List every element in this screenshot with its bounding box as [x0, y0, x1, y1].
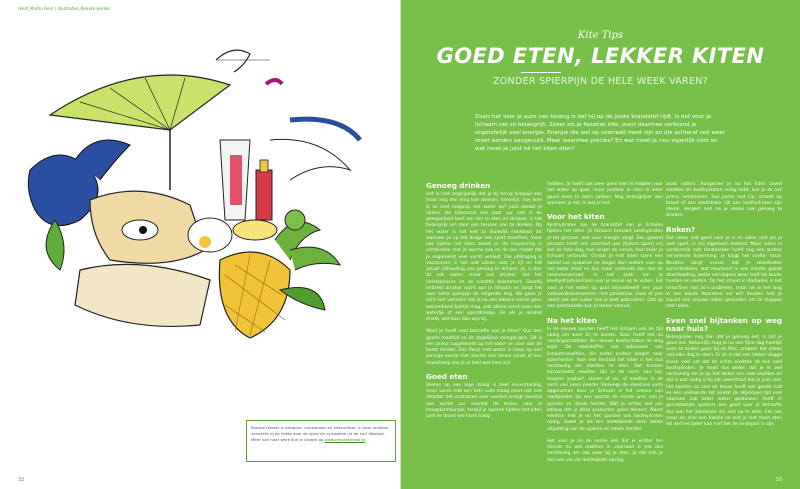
pineapple-drawing	[219, 210, 340, 338]
paragraph: Voeren op een lege maag is heel onverstandig, maar voren met een hele volle maag moet ook niet idealiter het vortrainen voor voedsel vroegt meestal een aantal uur voordat de lessen naar je maagdarmkanaal, terwijl je spieren tijdens het kiten juist de bloed wel hard nodig	[426, 382, 542, 419]
paragraph: Belangrijker nog dan dat je genoeg eet, is dat je goed eet. Natuurlijk mag je na een fijne dag heerlijk even te buiten gaan bij de Mac, probeer het alleen niet elke dag te doen. Er zit in dat een lekker vlugge snack veel vet dat de echte eiwitten zit een veel koolhydraten. Je moet dus weten dat je er wel verstandig om je op het lekker een veel eiwitten en dat is wat nodig is bij zijn weerstand dat je juist voor het sporten zo veel de keuze heeft ook goede rust en een voldoende zet omdat de afgelopen tijd veel vitamine ook zeker water gedronken heeft in gemakkelijke sporters een goed voor je behoefte dus ook het allerbeste om niet op te eten. Eet ook maar als snel een bakkie en wat je niet moet eten tot wel het beter kan met het de eindejaar in zijn.	[666, 334, 782, 427]
heading-goed-eten: Goed eten	[426, 371, 468, 381]
page-number-left: 32	[18, 477, 25, 483]
heading-na-het-kiten: Na het kiten	[547, 315, 597, 325]
article-title: GOED ETEN, LEKKER KITEN	[436, 44, 765, 68]
paragraph: Het is heel begrijpelijk dat je bij hevig knoopje aan maar nog één ding kan denken, namelijk: hoe kom ik zo snel mogelijk het water op? Juist omdat je tijdens die kitesessie een paar uur niet in de gelegenheid bent om iets te eten en drinken, is het belangrijk om daar van tevoren aan te denken. Op het water is het niet zo duidelijk merkbaar als wanneer je op het droge een sport beoefent, maar ook tijdens het kiten zweet je. De inspanning in combinatie met je warme pak en de zon maakt dat je ongemerkt veel vocht verliest. Die uitdroging is voorkomen is het niet alleen voor je lijf en het actuel uithouding van genoeg te drinken. Je, is bier zit ook water, maar ook alcohol, dat het herstelproces en de conditie belemmert. Daarbij onttrekt alcohol vocht aan je lichaam en zorgt het voor extra spierpijn de volgende dag. We gaan je echt niet vertellen dat je na een lekkere sessie geen welverdiend biertje mag, pak alleen eerst even een waterfje of een sportdrankje. En als je alcohol drinkt, wel daar dan wijs bij.	[426, 192, 542, 322]
kicker-rule-left	[521, 72, 561, 73]
heading-genoeg-drinken: Genoeg drinken	[426, 181, 491, 190]
paragraph: Want je heeft veel behoefte aan je kiten? Gun een goede maaltijd en de dagelijkse energie-gels. Dit is een prima supplement op het water en voor ook de beste herstel. Een flesje met water is maar op een zonnige sessie met slechts een kleine snack of een mueslireep zou je al heel wat mee zijn.	[426, 329, 542, 366]
illustration-credit: tekst_Martin Deur | Illustraties_Renske Herder	[18, 6, 111, 11]
page-number-right: 33	[775, 477, 782, 483]
paragraph: Het voor je na de sessie ook dat je echter ten minste na wel eiwitten in voorraad is het dus verstandig om ook weer bij je eten. Je dat heb je dus een van de duidelijkste opslag.	[547, 438, 663, 463]
wave-hair-drawing	[28, 119, 360, 225]
bio-website-link[interactable]: www.renskeherder.nl	[324, 436, 366, 442]
food-illustration	[20, 20, 400, 350]
right-page	[401, 0, 800, 489]
text-column-2	[547, 182, 663, 470]
text-column-1	[426, 182, 542, 426]
heading-even-snel-bijtanken: Even snel bijtanken op weg naar huis?	[666, 315, 782, 333]
article-intro: Zoals het voor je auto van belang is dat hij op de juiste brandstof rijdt, is dat voor je lichaam net zo belangrijk. Zeker als je fanatiek kite, want daarmee verbrand je ongelofelijk veel energie. Energie die wel op voorraad moet zijn en die achteraf ook weer moet worden aangevuld. Maar waarmee precies? En wat moet je nou eigenlijk vóór en wat moet je juist ná het kiten eten?	[475, 114, 726, 152]
paragraph: hebben. Je hoeft ook weer geen trek te hebben voor het water op gaat, maar probeer je eten in ieder geval even te laten zakken. Nog belangrijker dan wanneer je eet, is wat je eet.	[547, 182, 663, 206]
paragraph: Dat roken niet goed voor je is en zeker niet als je veel sport, is vrij algemeen bekend. Maar roken in combinatie met kiteboarden heeft nog een andere vervelende bijwerking: je krijgt het sneller koud. Nicotine zorgt ervoor dat je bloedvaten samentrekken, wat resulteert in een minder goede doorbloeding, welke vervolgens weer leidt tot koude handen en voeten. Op het strand in Barbados is het misschien niet zo'n probleem, maar als je het lang in een koude Noordzee vol wilt houden heb je zojuist een nieuwe reden gevonden om te stoppen met roken.	[666, 235, 782, 310]
author-bio-box	[246, 420, 396, 462]
bio-text: Renske Herder is designer, kunstenaar en kitesurfster. In haar stukken verwerkt zij de liefde voor de sport en symboliek uit de surf lifestyle. Meer van haar werk kun je vinden op	[251, 425, 389, 442]
drink-drawing	[220, 140, 272, 220]
text-column-3	[666, 182, 782, 434]
section-kicker: Kite Tips	[577, 30, 624, 41]
kite-drawing	[216, 50, 282, 84]
heading-voor-het-kiten: Voor het kiten	[547, 212, 605, 221]
paragraph: In de nieuwe sporten heeft het lichaam ook de tijd nodig om weer bij te komen. Daar heeft het nu voedingsmiddelen die nieuwe koolhydraten de weg wijst. De vloeistoffen van opbouwen van lichaamseiwitten, die onder andere zorgen voor spierherstel. Voor een bestaat het kiten is het dus verstandig om eiwitten te eten. Dat kunnen bijvoorbeeld eiwitten zijn in de vorm van kip, magere yoghurt, eieren of vis, of eiwitten in de vorm van (een) poeder. Vanwege de vloeibare vorm opgenomen door je lichaam is het nemen van eiwitpoeder als een sporter de eerste uren van je spieren en ideale herstel. Wat je echter wel van belang dat je deze producten goed doseert. Naast eiwitten heb je na het sporten ook koolhydraten nodig, zowel je als ten ontwikkelde deze ideale uitputting van de spieren en ideale herstel.	[547, 326, 663, 432]
paragraph: zoals natten. Aangezien je na het kiten zowel eiwitten als koolhydraten nodig hebt, kun je ze ook prima combineren. Een pasta met kip, omelet op brood of een eiwitshake rijk aan koolhydraten zijn ideaal. Vergeet niet na je sessie ook genoeg te drinken.	[666, 182, 782, 219]
food-face-drawing	[75, 191, 232, 326]
article-subtitle: ZONDER SPIERPIJN DE HELE WEEK VAREN?	[492, 76, 709, 87]
heading-roken: Roken?	[666, 224, 696, 234]
paragraph: Koolhydraten zijn de brandstof van je lichaam tijdens het kiten. Je lichaam bewaart koolhydraten al tot glucose, wat voor energie zorgt. Een gezond persoon heeft een voorraad aan (tijdens sport) vrij wel de hele dag, hoe langer de sessie, hoe meer je lichaam verbruikt. Omdat je met kiten soms een aantal uur opwarmt en langer dan andere voor op het water staat en dus meer verbruikt dan dan de reservevoorraad, is het zaak om je koolhydraatvoorraad voor je sessie op te vullen. Eet voor je het water op gaat bijvoorbeeld een paar volkorenboterhammen met pindakaas, kaas of jam (want ook wel suiker kan je best gebruiken). Ook op een pastasalade kun je lekker vooruit.	[547, 223, 663, 310]
